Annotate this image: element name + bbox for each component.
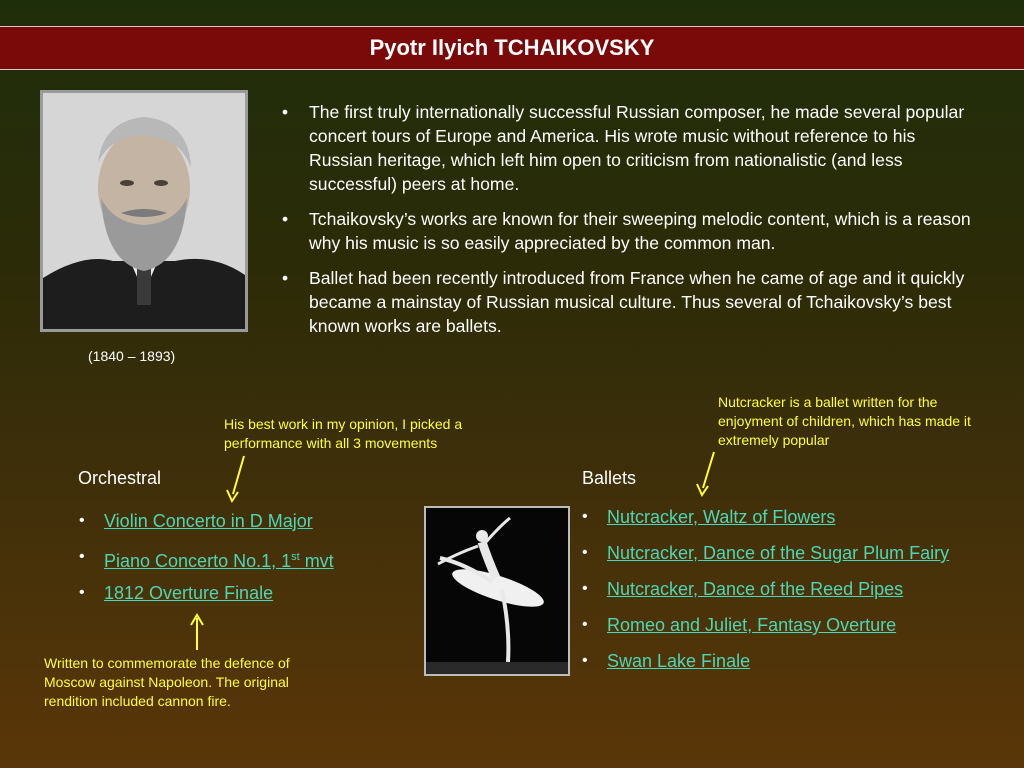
- nutcracker-annotation: Nutcracker is a ballet written for the enjoyment of children, which has made it extremely popular: [718, 394, 971, 448]
- link-text: Piano Concerto No.1, 1: [104, 551, 292, 571]
- arrow-down-icon: [694, 450, 720, 498]
- intro-bullet-list: [282, 100, 982, 349]
- list-item: [77, 545, 334, 581]
- tchaikovsky-portrait: [40, 90, 248, 332]
- intro-bullet: • Ballet had been recently introduced from France when he came of age and it quickly became a mainstay of Russian musical culture. Thus several of Tchaikovsky’s best known works are ballets.: [282, 266, 982, 338]
- overture-annotation: Written to commemorate the defence of Moscow against Napoleon. The original rendition included cannon fire.: [44, 655, 290, 709]
- list-item: [580, 613, 949, 649]
- overture-1812-link[interactable]: 1812 Overture Finale: [104, 583, 274, 603]
- link-text-suffix: mvt: [299, 551, 334, 571]
- swan-lake-link[interactable]: Swan Lake Finale: [607, 651, 751, 671]
- portrait-caption: (1840 – 1893): [88, 348, 176, 364]
- best-work-annotation: His best work in my opinion, I picked a performance with all 3 movements: [224, 416, 463, 451]
- list-item: [580, 577, 949, 613]
- intro-bullet: • Tchaikovsky’s works are known for their sweeping melodic content, which is a reason why his music is so easily appreciated by the common man.: [282, 207, 982, 255]
- orchestral-link-list: [77, 509, 334, 617]
- arrow-up-icon: [189, 612, 205, 652]
- ballets-heading: Ballets: [582, 468, 637, 488]
- list-item: [77, 581, 334, 617]
- ballets-link-list: [580, 505, 949, 685]
- sugar-plum-fairy-link[interactable]: Nutcracker, Dance of the Sugar Plum Fairy: [607, 543, 950, 563]
- piano-concerto-link[interactable]: [104, 551, 334, 571]
- intro-bullet: • The first truly internationally successful Russian composer, he made several popular concert tours of Europe and America. His wrote music without reference to his Russian heritage, which left him open to criticism from nationalistic (and less successful) peers at home.: [282, 100, 982, 196]
- link-superscript: st: [291, 551, 300, 563]
- list-item: [77, 509, 334, 545]
- waltz-of-flowers-link[interactable]: Nutcracker, Waltz of Flowers: [607, 507, 836, 527]
- ballerina-photo: [424, 506, 570, 676]
- arrow-down-icon: [224, 454, 250, 504]
- list-item: [580, 541, 949, 577]
- slide-title: Pyotr Ilyich TCHAIKOVSKY: [369, 35, 655, 60]
- romeo-and-juliet-link[interactable]: Romeo and Juliet, Fantasy Overture: [607, 615, 897, 635]
- violin-concerto-link[interactable]: Violin Concerto in D Major: [104, 511, 313, 531]
- reed-pipes-link[interactable]: Nutcracker, Dance of the Reed Pipes: [607, 579, 904, 599]
- title-bar: [0, 26, 1024, 70]
- list-item: [580, 649, 949, 685]
- orchestral-heading: Orchestral: [78, 468, 162, 488]
- list-item: [580, 505, 949, 541]
